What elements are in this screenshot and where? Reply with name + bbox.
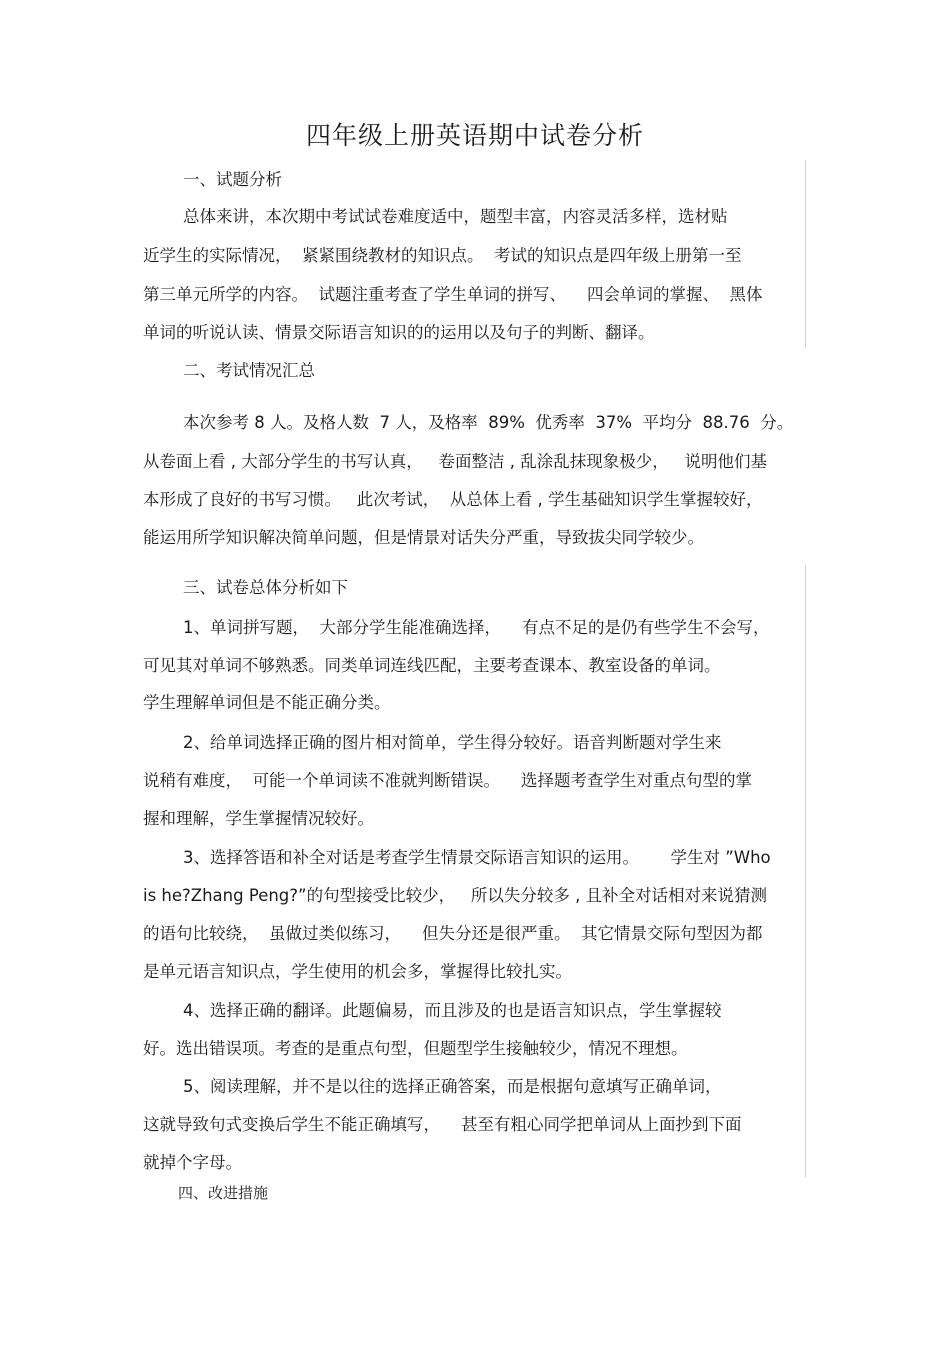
paragraph-line: 近学生的实际情况， 紧紧围绕教材的知识点。 考试的知识点是四年级上册第一至	[143, 246, 742, 265]
paragraph-line: 握和理解，学生掌握情况较好。	[143, 809, 374, 828]
paragraph-line: 2、给单词选择正确的图片相对简单，学生得分较好。语音判断题对学生来	[183, 733, 722, 752]
paragraph-line: 从卷面上看 , 大部分学生的书写认真， 卷面整洁 , 乱涂乱抹现象极少， 说明他们基	[143, 452, 767, 471]
paragraph-line: 1、单词拼写题， 大部分学生能准确选择， 有点不足的是仍有些学生不会写，	[183, 618, 770, 637]
section-heading-3: 三、试卷总体分析如下	[183, 578, 348, 597]
paragraph-line: 说稍有难度， 可能一个单词读不准就判断错误。 选择题考查学生对重点句型的掌	[143, 771, 752, 790]
paragraph-line: 可见其对单词不够熟悉。同类单词连线匹配，主要考查课本、教室设备的单词。	[143, 656, 721, 675]
section-heading-1: 一、试题分析	[183, 170, 282, 189]
section-heading-4: 四、改进措施	[178, 1184, 269, 1202]
section-heading-2: 二、考试情况汇总	[183, 361, 315, 380]
paragraph-line: 是单元语言知识点，学生使用的机会多，掌握得比较扎实。	[143, 962, 572, 981]
paragraph-line: 能运用所学知识解决简单问题，但是情景对话失分严重，导致拔尖同学较少。	[143, 528, 704, 547]
paragraph-line: 5、阅读理解，并不是以往的选择正确答案，而是根据句意填写正确单词，	[183, 1077, 722, 1096]
paragraph-line: 学生理解单词但是不能正确分类。	[143, 693, 391, 712]
paragraph-line: 好。选出错误项。考查的是重点句型，但题型学生接触较少，情况不理想。	[143, 1039, 688, 1058]
paragraph-line: 4、选择正确的翻译。此题偏易，而且涉及的也是语言知识点，学生掌握较	[183, 1001, 722, 1020]
page-title: 四年级上册英语期中试卷分析	[305, 121, 644, 150]
paragraph-line: 第三单元所学的内容。 试题注重考查了学生单词的拼写、 四会单词的掌握、 黑体	[143, 285, 763, 304]
paragraph-line: 3、选择答语和补全对话是考查学生情景交际语言知识的运用。 学生对 ”Who	[183, 848, 771, 867]
paragraph-line: 单词的听说认读、情景交际语言知识的的运用以及句子的判断、翻译。	[143, 323, 655, 342]
paragraph-line: 就掉个字母。	[143, 1153, 242, 1172]
paragraph-line: 本次参考 8 人。及格人数 7 人，及格率 89% 优秀率 37% 平均分 88.76 分。	[183, 413, 794, 432]
paragraph-line: is he?Zhang Peng?”的句型接受比较少， 所以失分较多 , 且补全对话相对来说猜测	[143, 886, 768, 905]
paragraph-line: 总体来讲，本次期中考试试卷难度适中，题型丰富，内容灵活多样，选材贴	[183, 207, 728, 226]
paragraph-line: 这就导致句式变换后学生不能正确填写， 甚至有粗心同学把单词从上面抄到下面	[143, 1115, 742, 1134]
right-border-line	[805, 565, 806, 1177]
paragraph-line: 的语句比较绕， 虽做过类似练习， 但失分还是很严重。 其它情景交际句型因为都	[143, 924, 763, 943]
right-border-line	[805, 160, 806, 348]
paragraph-line: 本形成了良好的书写习惯。 此次考试， 从总体上看 , 学生基础知识学生掌握较好，	[143, 490, 763, 509]
